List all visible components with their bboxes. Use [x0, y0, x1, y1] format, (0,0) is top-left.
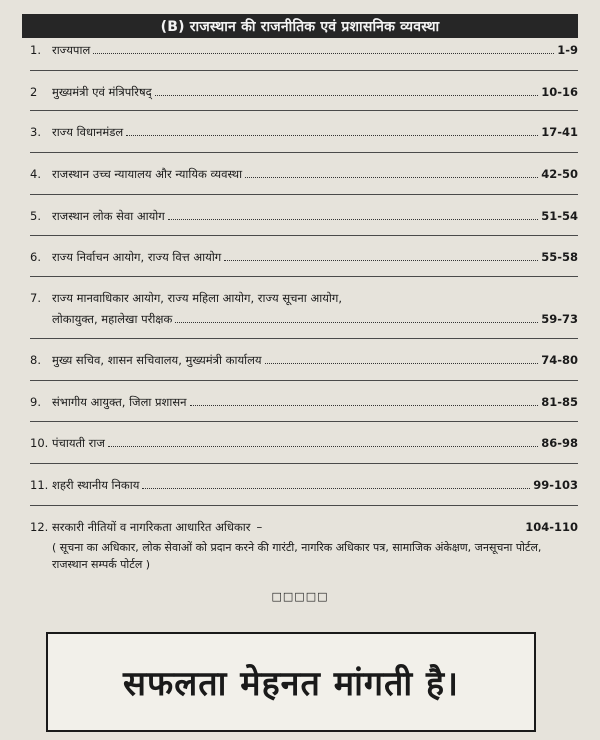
toc-num: 1.: [30, 43, 41, 57]
toc-title: राज्यपाल: [52, 43, 91, 57]
toc-row-9: [30, 394, 578, 410]
toc-row-6: [30, 249, 578, 265]
motto-box: [46, 632, 536, 732]
toc-num: 2: [30, 85, 38, 99]
toc-pages: 59-73: [541, 312, 578, 326]
end-marks: □□□□□: [271, 590, 329, 603]
toc-pages: 55-58: [541, 250, 578, 264]
row-divider: [30, 152, 578, 153]
row-divider: [30, 338, 578, 339]
toc-pages: 42-50: [541, 167, 578, 181]
toc-row-1: [30, 42, 578, 58]
toc-row-5: [30, 208, 578, 224]
toc-row-10: [30, 435, 578, 451]
toc-pages: 10-16: [541, 85, 578, 99]
toc-title: शहरी स्थानीय निकाय: [52, 478, 140, 492]
toc-pages: 81-85: [541, 395, 578, 409]
leader-dots: [126, 135, 538, 136]
toc-num: 8.: [30, 353, 41, 367]
toc-title: राज्य मानवाधिकार आयोग, राज्य महिला आयोग, राज्य सूचना आयोग,: [52, 291, 342, 305]
toc-title: राज्य निर्वाचन आयोग, राज्य वित्त आयोग: [52, 250, 222, 264]
toc-title: राजस्थान उच्च न्यायालय और न्यायिक व्यवस्था: [52, 167, 243, 181]
leader-dots: [190, 405, 539, 406]
row-divider: [30, 421, 578, 422]
toc-title-continued: लोकायुक्त, महालेखा परीक्षक: [52, 312, 173, 326]
toc-pages: 104-110: [525, 520, 578, 534]
row-divider: [30, 463, 578, 464]
row-divider: [30, 235, 578, 236]
leader-dots: [245, 177, 538, 178]
toc-title: पंचायती राज: [52, 436, 105, 450]
leader-dots: [175, 322, 538, 323]
toc-title: मुख्यमंत्री एवं मंत्रिपरिषद्: [52, 85, 152, 99]
toc-title: संभागीय आयुक्त, जिला प्रशासन: [52, 395, 187, 409]
toc-num: 11.: [30, 478, 49, 492]
motto-text: सफलता मेहनत मांगती है।: [123, 664, 459, 704]
toc-row-4: [30, 166, 578, 182]
toc-title: राज्य विधानमंडल: [52, 125, 124, 139]
toc-num: 12.: [30, 520, 49, 534]
toc-title: राजस्थान लोक सेवा आयोग: [52, 209, 165, 223]
toc-pages: 1-9: [557, 43, 578, 57]
row-divider: [30, 110, 578, 111]
toc-pages: 17-41: [541, 125, 578, 139]
toc-num: 5.: [30, 209, 41, 223]
toc-title: मुख्य सचिव, शासन सचिवालय, मुख्यमंत्री कार्यालय: [52, 353, 262, 367]
row-divider: [30, 505, 578, 506]
leader-dots: [108, 446, 538, 447]
toc-num: 10.: [30, 436, 49, 450]
leader-dots: [224, 260, 538, 261]
toc-num: 3.: [30, 125, 41, 139]
leader-dots: [155, 95, 539, 96]
toc-row-11: [30, 477, 578, 493]
toc-row-3: [30, 124, 578, 140]
row-divider: [30, 194, 578, 195]
section-header: [22, 14, 578, 38]
row-divider: [30, 276, 578, 277]
row-divider: [30, 380, 578, 381]
row-divider: [30, 70, 578, 71]
toc-row-7: [30, 290, 578, 327]
toc-note: ( सूचना का अधिकार, लोक सेवाओं को प्रदान करने की गारंटी, नागरिक अधिकार पत्र, सामाजिक अंकेक्षण, जनसूचना पोर्टल, राजस्थान सम्पर्क पोर्टल ): [52, 541, 542, 571]
leader-dots: [142, 488, 530, 489]
toc-num: 4.: [30, 167, 41, 181]
toc-pages: 74-80: [541, 353, 578, 367]
toc-num: 9.: [30, 395, 41, 409]
toc-row-2: [30, 84, 578, 100]
leader-dots: [168, 219, 538, 220]
leader-dots: [93, 53, 554, 54]
toc-pages: 99-103: [533, 478, 578, 492]
toc-num: 6.: [30, 250, 41, 264]
toc-pages: 51-54: [541, 209, 578, 223]
toc-row-12: [30, 519, 578, 573]
toc-title: सरकारी नीतियों व नागरिकता आधारित अधिकार: [52, 520, 251, 534]
leader-dash: –: [256, 520, 263, 534]
section-title: (B) राजस्थान की राजनीतिक एवं प्रशासनिक व्यवस्था: [160, 18, 440, 35]
leader-dots: [265, 363, 539, 364]
toc-pages: 86-98: [541, 436, 578, 450]
toc-row-8: [30, 352, 578, 368]
toc-num: 7.: [30, 291, 41, 305]
